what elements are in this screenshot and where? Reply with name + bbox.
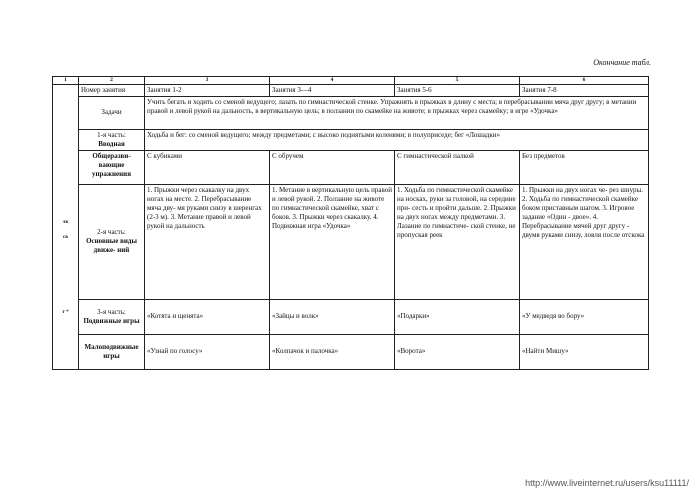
table-cell: Занятия 1-2 bbox=[145, 85, 270, 97]
column-number: 2 bbox=[79, 77, 145, 85]
table-cell: С обручем bbox=[270, 150, 395, 184]
watermark-url: http://www.liveinternet.ru/users/ksu11111/ bbox=[525, 478, 689, 488]
row-label: Малоподвижные игры bbox=[79, 334, 145, 369]
lesson-number-row bbox=[53, 85, 649, 97]
table-cell: «Колпачок и палочка» bbox=[270, 334, 395, 369]
part1-text: Ходьба и бег: со сменой ведущего; между предметами; с высоко поднятыми коленями; в полуприседе; бег «Лошадки» bbox=[145, 129, 649, 150]
table-cell: 1. Прыжки на двух ногах че- рез шнуры. 2. Ходьба по гимнастической скамейке боком приставным шагом. 3. Игровое задание «Один - двое». 4. Перебрасывание мячей друг другу - двумя руками снизу, ловля после отскока bbox=[520, 184, 649, 299]
side-mark: т * bbox=[62, 310, 69, 315]
table-cell: С кубиками bbox=[145, 150, 270, 184]
table-caption: Окончание табл. bbox=[593, 58, 651, 67]
row-label bbox=[79, 184, 145, 299]
table-cell: 1. Прыжки через скакалку на двух ногах на месте. 2. Перебрасывание мяча дву- мя руками снизу в шеренгах (2-3 м). 3. Метание правой и левой рукой на дальность bbox=[145, 184, 270, 299]
row-label: Номер занятия bbox=[79, 85, 145, 97]
table-cell: «Узнай по голосу» bbox=[145, 334, 270, 369]
column-number: 3 bbox=[145, 77, 270, 85]
row-label-bold: Вводная bbox=[98, 139, 125, 148]
row-label-plain: 1-я часть: bbox=[97, 130, 126, 139]
column-number: 4 bbox=[270, 77, 395, 85]
header-row bbox=[53, 77, 649, 85]
table-cell: С гимнастической палкой bbox=[395, 150, 520, 184]
row-label-plain: 3-я часть: bbox=[97, 307, 126, 316]
table-cell: 1. Ходьба по гимнастической скамейке на носках, руки за головой, на середине при- сесть и пройти дальше. 2. Прыжки на двух ногах между предметами. 3. Лазание по гимнастиче- ской стенке, не пропуская реек bbox=[395, 184, 520, 299]
row-label: Задачи bbox=[79, 96, 145, 129]
table-cell: «Ворота» bbox=[395, 334, 520, 369]
table-cell: «У медведя во бору» bbox=[520, 299, 649, 334]
table-cell: Без предметов bbox=[520, 150, 649, 184]
row-label-plain: 2-я часть: bbox=[97, 228, 126, 237]
table-cell: Занятия 7-8 bbox=[520, 85, 649, 97]
table-cell: «Подарки» bbox=[395, 299, 520, 334]
general-exercises-row bbox=[53, 150, 649, 184]
table-cell: «Зайцы и волк» bbox=[270, 299, 395, 334]
column-number: 5 bbox=[395, 77, 520, 85]
table-cell: Занятия 5-6 bbox=[395, 85, 520, 97]
part1-row bbox=[53, 129, 649, 150]
column-number: 6 bbox=[520, 77, 649, 85]
tasks-row bbox=[53, 96, 649, 129]
row-label-bold: Основные виды движе- ний bbox=[86, 237, 137, 255]
side-mark: лк bbox=[62, 220, 69, 225]
row-label bbox=[79, 129, 145, 150]
row-label-bold: Подвижные игры bbox=[83, 316, 140, 325]
tasks-text: Учить бегать и ходить со сменой ведущего; лазать по гимнастической стенке. Упражнять в прыжках в длину с места; в перебрасывании мяча друг другу; в метании правой и левой рукой на дальность, в вертикальную цель; в ползании по скамейке на животе; в прыжках через скамейку; в игре «Удочка» bbox=[145, 96, 649, 129]
row-label bbox=[79, 299, 145, 334]
low-mobility-row bbox=[53, 334, 649, 369]
table-cell: 1. Метание в вертикальную цель правой и левой рукой. 2. Ползание на животе по гимнастической скамейке, хват с боков. 3. Прыжки через скакалку. 4. Подвижная игра «Удочка» bbox=[270, 184, 395, 299]
table-cell: «Котята и щенята» bbox=[145, 299, 270, 334]
column-number: 1 bbox=[53, 77, 79, 85]
part3-row bbox=[53, 299, 649, 334]
side-mark: св bbox=[63, 235, 68, 240]
row-label: Общеразви- вающие упражнения bbox=[79, 150, 145, 184]
side-column bbox=[53, 85, 79, 370]
table-cell: Занятия 3—4 bbox=[270, 85, 395, 97]
part2-row bbox=[53, 184, 649, 299]
lesson-plan-table bbox=[52, 76, 649, 370]
table-cell: «Найти Мишу» bbox=[520, 334, 649, 369]
